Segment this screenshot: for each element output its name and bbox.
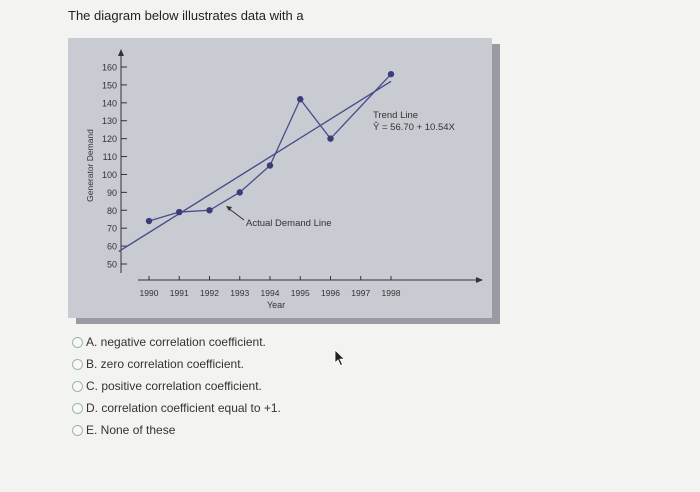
y-tick-label: 90	[106, 187, 117, 198]
actual-demand-annotation: Actual Demand Line	[246, 218, 332, 229]
y-tick-label: 140	[101, 98, 117, 109]
data-point	[146, 218, 152, 224]
option-b-label: B. zero correlation coefficient.	[86, 357, 244, 371]
y-tick-label: 110	[102, 152, 117, 163]
x-tick-label: 1996	[321, 288, 340, 298]
demand-chart	[68, 38, 500, 324]
option-d-label: D. correlation coefficient equal to +1.	[86, 401, 281, 415]
radio-icon[interactable]	[72, 425, 83, 436]
trend-line-title: Trend Line	[373, 110, 419, 121]
x-tick-label: 1993	[230, 288, 250, 298]
y-tick-label: 120	[101, 134, 117, 145]
mouse-pointer-icon	[334, 349, 346, 367]
option-a[interactable]	[72, 331, 281, 353]
y-tick-label: 60	[106, 241, 117, 252]
y-tick-label: 160	[101, 62, 117, 73]
option-a-label: A. negative correlation coefficient.	[86, 335, 266, 349]
x-tick-label: 1997	[351, 288, 371, 298]
question-text: The diagram below illustrates data with a	[68, 8, 304, 23]
trend-line-equation: Ŷ = 56.70 + 10.54X	[373, 122, 455, 133]
x-tick-label: 1998	[381, 288, 401, 298]
option-d[interactable]	[72, 397, 281, 419]
data-point	[206, 207, 212, 213]
data-point	[297, 96, 303, 102]
chart-panel	[68, 38, 492, 318]
x-tick-label: 1991	[169, 288, 189, 298]
x-axis-label: Year	[266, 300, 286, 310]
x-tick-label: 1995	[290, 288, 310, 298]
option-e-label: E. None of these	[86, 423, 176, 437]
y-tick-label: 130	[101, 116, 117, 127]
y-tick-label: 50	[106, 259, 117, 270]
option-c-label: C. positive correlation coefficient.	[86, 379, 262, 393]
radio-icon[interactable]	[72, 359, 83, 370]
answer-options	[72, 331, 281, 441]
y-tick-label: 100	[101, 169, 117, 180]
y-tick-label: 150	[101, 80, 117, 91]
option-c[interactable]	[72, 375, 281, 397]
x-tick-label: 1990	[139, 288, 159, 298]
chart-figure	[68, 38, 500, 324]
x-tick-label: 1994	[260, 288, 280, 298]
option-e[interactable]	[72, 419, 281, 441]
radio-icon[interactable]	[72, 403, 83, 414]
y-tick-label: 80	[106, 205, 117, 216]
data-point	[388, 71, 394, 77]
data-point	[327, 135, 333, 141]
radio-icon[interactable]	[72, 337, 83, 348]
data-point	[176, 209, 182, 215]
data-point	[237, 189, 243, 195]
y-tick-label: 70	[106, 223, 117, 234]
x-tick-label: 1992	[200, 288, 219, 298]
y-axis-label: Generator Demand	[85, 129, 95, 202]
radio-icon[interactable]	[72, 381, 83, 392]
data-point	[267, 162, 273, 168]
option-b[interactable]	[72, 353, 281, 375]
